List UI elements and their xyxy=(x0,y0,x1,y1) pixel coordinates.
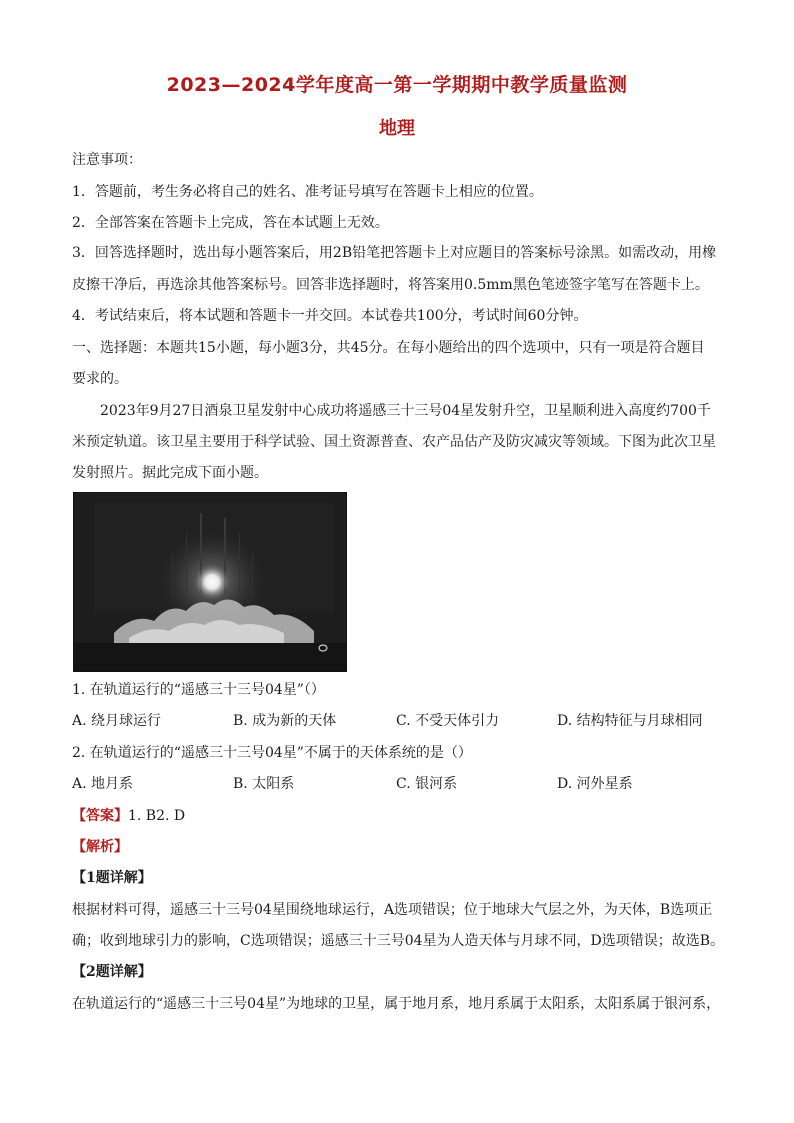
detail-1-text: 确；收到地球引力的影响，C选项错误；遥感三十三号04星为人造天体与月球不同，D选项错误；故选B。 xyxy=(72,933,725,949)
detail-2-label: 【2题详解】 xyxy=(72,964,152,980)
detail-1-text: 根据材料可得，遥感三十三号04星围绕地球运行，A选项错误；位于地球大气层之外，为天体，B选项正 xyxy=(72,902,713,918)
question-1-option-a: A. 绕月球运行 xyxy=(72,713,162,729)
section-instruction: 一、选择题：本题共15小题，每小题3分，共45分。在每小题给出的四个选项中，只有一项是符合题目 xyxy=(72,340,705,356)
launch-image-icon xyxy=(74,493,346,671)
question-2-stem: 2. 在轨道运行的“遥感三十三号04星”不属于的天体系统的是（） xyxy=(72,745,472,761)
passage-text: 发射照片。据此完成下面小题。 xyxy=(72,465,268,481)
notice-item: 4．考试结束后，将本试题和答题卡一并交回。本试卷共100分，考试时间60分钟。 xyxy=(72,308,588,324)
question-1-option-b: B. 成为新的天体 xyxy=(233,713,337,729)
notice-item: 皮擦干净后，再选涂其他答案标号。回答非选择题时，将答案用0.5mm黑色笔迹签字笔写在答题卡上。 xyxy=(72,277,709,293)
passage-text: 米预定轨道。该卫星主要用于科学试验、国土资源普查、农产品估产及防灾减灾等领域。下图为此次卫星 xyxy=(72,434,716,450)
subject-title: 地理 xyxy=(379,118,415,139)
question-1-stem: 1. 在轨道运行的“遥感三十三号04星”（） xyxy=(72,682,325,698)
question-2-option-d: D. 河外星系 xyxy=(557,776,633,792)
notice-item: 1．答题前，考生务必将自己的姓名、准考证号填写在答题卡上相应的位置。 xyxy=(72,184,543,200)
answer-text: 1. B2. D xyxy=(128,808,186,824)
question-2-option-c: C. 银河系 xyxy=(396,776,458,792)
answer-line xyxy=(72,806,185,826)
notice-heading: 注意事项： xyxy=(72,152,142,168)
notice-item: 3．回答选择题时，选出每小题答案后，用2B铅笔把答题卡上对应题目的答案标号涂黑。如需改动，用橡 xyxy=(72,245,717,261)
detail-2-text: 在轨道运行的“遥感三十三号04星”为地球的卫星，属于地月系，地月系属于太阳系，太阳系属于银河系， xyxy=(72,996,721,1012)
section-instruction: 要求的。 xyxy=(72,371,128,387)
passage-text: 2023年9月27日酒泉卫星发射中心成功将遥感三十三号04星发射升空，卫星顺利进入高度约700千 xyxy=(100,403,711,419)
analysis-label: 【解析】 xyxy=(72,839,128,855)
satellite-launch-photo xyxy=(73,492,347,672)
question-2-option-a: A. 地月系 xyxy=(72,776,134,792)
question-2-option-b: B. 太阳系 xyxy=(233,776,295,792)
detail-1-label: 【1题详解】 xyxy=(72,870,152,886)
notice-item: 2．全部答案在答题卡上完成，答在本试题上无效。 xyxy=(72,215,389,231)
question-1-option-d: D. 结构特征与月球相同 xyxy=(557,713,703,729)
exam-title: 2023—2024学年度高一第一学期期中教学质量监测 xyxy=(166,74,628,96)
question-1-option-c: C. 不受天体引力 xyxy=(396,713,500,729)
answer-label: 【答案】 xyxy=(72,808,128,824)
